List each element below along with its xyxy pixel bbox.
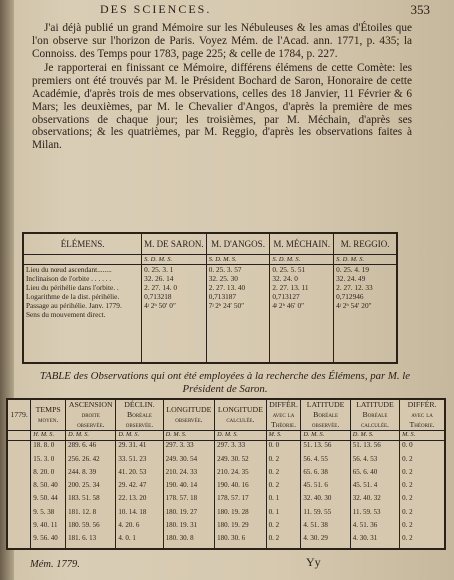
- paragraph: Je rapporterai en finissant ce Mémoire, différens élémens de cette Comète: les premiers ont été trouvés par M. le Président Bochard de Saron, Honoraire de cette Académie, d'après trois de mes observations, celles des 18 Janvier, 11 Février & 6 Mars; les deuxièmes, par M. le Chevalier d'Angos, d'après la première de mes observations de chaque jour; les troisièmes, par M. Méchain, d'après ses observations; & les quatrièmes, par M. Reggio, d'après les observations faites à Milan.: [32, 62, 412, 152]
- table-cell: 4. 51. 38: [301, 521, 350, 534]
- table-cell: 7ʲ 2ʰ 24′ 50″: [206, 301, 270, 310]
- table-cell: 4. 51. 36: [350, 521, 399, 534]
- row-label: Passage au périhélie. Janv. 1779.: [23, 301, 142, 310]
- table-cell: 180. 30. 6: [215, 534, 266, 549]
- elements-table: [22, 232, 398, 364]
- table-cell: [7, 441, 31, 455]
- column-header: TEMPS moyen.: [31, 399, 66, 431]
- table-row: [7, 481, 445, 494]
- paragraph: J'ai déjà publié un grand Mémoire sur les Nébuleuses & les amas d'Étoiles que l'on observe sur l'horizon de Paris. Voyez Mém. de l'Acad. ann. 1771, p. 435; la Connoiss. des Temps pour 1783, page 225; & celle de 1784, p. 227.: [32, 22, 412, 60]
- row-label: Inclinaison de l'orbite . . . . . .: [23, 274, 142, 283]
- table-caption: TABLE des Observations qui ont été employées à la recherche des Élémens, par M. le Président de Saron.: [39, 370, 411, 395]
- column-header: LATITUDE Boréale calculée.: [350, 399, 399, 431]
- table-cell: 181. 12. 8: [66, 508, 116, 521]
- table-cell: [7, 494, 31, 507]
- table-cell: 289. 6. 46: [66, 441, 116, 455]
- table-cell: 0. 25. 5. 51: [270, 265, 334, 275]
- table-cell: 178. 57. 17: [215, 494, 266, 507]
- memoir-year: Mém. 1779.: [30, 559, 80, 570]
- table-cell: 0. 2: [266, 534, 301, 549]
- table-cell: 32. 24. 49: [334, 274, 397, 283]
- table-cell: 2. 27. 13. 11: [270, 283, 334, 292]
- table-row: [7, 441, 445, 455]
- table-cell: 0. 1: [266, 494, 301, 507]
- unit-cell: H. M. S.: [31, 431, 66, 441]
- column-header: M. REGGIO.: [334, 233, 397, 255]
- table-cell: 190. 40. 16: [215, 481, 266, 494]
- table-cell: 0. 2: [400, 534, 445, 549]
- table-cell: [7, 534, 31, 549]
- table-cell: 0,712946: [334, 292, 397, 301]
- column-header: 1779.: [7, 399, 31, 431]
- unit-cell: S. D. M. S.: [270, 255, 334, 265]
- table-cell: [334, 310, 397, 319]
- column-header: M. MÉCHAIN.: [270, 233, 334, 255]
- column-header: DIFFÉR. avec la Théorie.: [400, 399, 445, 431]
- table-cell: 0. 2: [400, 494, 445, 507]
- table-cell: 0. 2: [266, 455, 301, 468]
- table-cell: 190. 40. 14: [163, 481, 214, 494]
- table-cell: 0. 25. 3. 57: [206, 265, 270, 275]
- unit-cell: D. M. S.: [163, 431, 214, 441]
- table-row: [23, 292, 397, 301]
- table-cell: 11. 59. 53: [350, 508, 399, 521]
- table-cell: 249. 30. 52: [215, 455, 266, 468]
- table-cell: 33. 51. 23: [116, 455, 163, 468]
- table-cell: 178. 57. 18: [163, 494, 214, 507]
- table-cell: 4. 30. 31: [350, 534, 399, 549]
- table-cell: 0. 2: [400, 455, 445, 468]
- column-header: LONGITUDE observée.: [163, 399, 214, 431]
- table-cell: 2. 27. 13. 40: [206, 283, 270, 292]
- table-cell: 0. 2: [400, 468, 445, 481]
- table-cell: 0,713187: [206, 292, 270, 301]
- table-cell: 0,713127: [270, 292, 334, 301]
- table-cell: 65. 6. 38: [301, 468, 350, 481]
- table-row: [23, 274, 397, 283]
- column-header: M. D'ANGOS.: [206, 233, 270, 255]
- unit-cell: S. D. M. S.: [334, 255, 397, 265]
- table-row: [7, 494, 445, 507]
- table-cell: 11. 59. 55: [301, 508, 350, 521]
- column-header: M. DE SARON.: [142, 233, 207, 255]
- table-cell: 0. 0: [400, 441, 445, 455]
- table-cell: 0. 2: [266, 521, 301, 534]
- table-cell: 0. 2: [266, 481, 301, 494]
- table-cell: 0. 2: [400, 481, 445, 494]
- column-header: LONGITUDE calculée.: [215, 399, 266, 431]
- table-cell: 180. 19. 27: [163, 508, 214, 521]
- table-cell: 180. 59. 56: [66, 521, 116, 534]
- table-cell: 45. 51. 4: [350, 481, 399, 494]
- table-row: [7, 534, 445, 549]
- table-cell: 2. 27. 14. 0: [142, 283, 207, 292]
- column-header: LATITUDE Boréale observée.: [301, 399, 350, 431]
- table-cell: 15. 3. 0: [31, 455, 66, 468]
- row-label: Lieu du nœud ascendant........: [23, 265, 142, 275]
- table-cell: 0. 25. 3. 1: [142, 265, 207, 275]
- table-cell: 9. 56. 40: [31, 534, 66, 549]
- table-cell: 8. 20. 0: [31, 468, 66, 481]
- table-cell: 0. 1: [266, 508, 301, 521]
- table-row: [23, 301, 397, 310]
- table-cell: 9. 5. 38: [31, 508, 66, 521]
- column-header: ÉLÉMENS.: [23, 233, 142, 255]
- table-cell: 297. 3. 33: [215, 441, 266, 455]
- table-cell: 180. 19. 28: [215, 508, 266, 521]
- table-cell: 9. 50. 44: [31, 494, 66, 507]
- row-label: Sens du mouvement direct.: [23, 310, 142, 319]
- table-cell: [7, 455, 31, 468]
- table-cell: 0. 2: [400, 521, 445, 534]
- table-cell: 4ʲ 2ʰ 46′ 0″: [270, 301, 334, 310]
- column-header: ASCENSION droite observée.: [66, 399, 116, 431]
- table-cell: [7, 481, 31, 494]
- table-cell: 8. 50. 40: [31, 481, 66, 494]
- observations-table: [6, 398, 446, 550]
- table-cell: 180. 30. 8: [163, 534, 214, 549]
- unit-cell: D. M. S.: [301, 431, 350, 441]
- column-header: DIFFÉR. avec la Théorie.: [266, 399, 301, 431]
- table-row: [7, 521, 445, 534]
- table-cell: 180. 19. 31: [163, 521, 214, 534]
- table-cell: 41. 20. 53: [116, 468, 163, 481]
- unit-cell: [23, 255, 142, 265]
- table-cell: 51. 13. 56: [350, 441, 399, 455]
- table-cell: [7, 521, 31, 534]
- unit-cell: D. M. S.: [116, 431, 163, 441]
- table-cell: 18. 8. 0: [31, 441, 66, 455]
- table-cell: [7, 508, 31, 521]
- table-cell: 32. 40. 32: [350, 494, 399, 507]
- table-cell: 4. 30. 29: [301, 534, 350, 549]
- unit-cell: [7, 431, 31, 441]
- unit-cell: S. D. M. S.: [206, 255, 270, 265]
- unit-cell: M. S.: [266, 431, 301, 441]
- table-cell: 0. 25. 4. 19: [334, 265, 397, 275]
- unit-cell: M. S.: [400, 431, 445, 441]
- signature-mark: Yy: [306, 555, 321, 569]
- table-cell: 0,713218: [142, 292, 207, 301]
- table-cell: 0. 2: [400, 508, 445, 521]
- table-cell: 56. 4. 55: [301, 455, 350, 468]
- table-cell: 32. 25. 30: [206, 274, 270, 283]
- table-row: [7, 508, 445, 521]
- table-cell: 4ʲ 2ʰ 54′ 20″: [334, 301, 397, 310]
- table-cell: 297. 3. 33: [163, 441, 214, 455]
- table-cell: 29. 42. 47: [116, 481, 163, 494]
- table-cell: [7, 468, 31, 481]
- table-cell: 210. 24. 33: [163, 468, 214, 481]
- running-header: [100, 2, 430, 16]
- table-cell: 29. 31. 41: [116, 441, 163, 455]
- unit-cell: D. M. S.: [350, 431, 399, 441]
- table-cell: 0. 2: [266, 468, 301, 481]
- table-cell: 180. 19. 29: [215, 521, 266, 534]
- column-header: DÉCLIN. Boréale observée.: [116, 399, 163, 431]
- table-cell: 51. 13. 56: [301, 441, 350, 455]
- table-cell: 249. 30. 54: [163, 455, 214, 468]
- table-row: [23, 283, 397, 292]
- table-cell: [270, 310, 334, 319]
- table-cell: 4. 20. 6: [116, 521, 163, 534]
- table-cell: 10. 14. 18: [116, 508, 163, 521]
- table-row: [7, 455, 445, 468]
- table-cell: 9. 40. 11: [31, 521, 66, 534]
- table-cell: 181. 6. 13: [66, 534, 116, 549]
- table-row: [7, 468, 445, 481]
- table-cell: 65. 6. 40: [350, 468, 399, 481]
- table-cell: 4. 0. 1: [116, 534, 163, 549]
- table-cell: 210. 24. 35: [215, 468, 266, 481]
- table-cell: 22. 13. 20: [116, 494, 163, 507]
- table-cell: 244. 8. 39: [66, 468, 116, 481]
- table-cell: 4ʲ 2ʰ 50′ 0″: [142, 301, 207, 310]
- table-row: [23, 265, 397, 275]
- row-label: Logarithme de la dist. périhélie.: [23, 292, 142, 301]
- table-cell: 56. 4. 53: [350, 455, 399, 468]
- table-cell: 0. 0: [266, 441, 301, 455]
- table-cell: 32. 24. 0: [270, 274, 334, 283]
- table-cell: 2. 27. 12. 33: [334, 283, 397, 292]
- row-label: Lieu du périhélie dans l'orbite. .: [23, 283, 142, 292]
- unit-cell: S. D. M. S.: [142, 255, 207, 265]
- table-row: [23, 310, 397, 319]
- table-cell: 32. 40. 30: [301, 494, 350, 507]
- table-cell: 183. 51. 58: [66, 494, 116, 507]
- table-cell: [142, 310, 207, 319]
- page-number: 353: [410, 2, 430, 17]
- unit-cell: D. M. S.: [215, 431, 266, 441]
- unit-cell: D. M. S.: [66, 431, 116, 441]
- table-cell: 32. 26. 14: [142, 274, 207, 283]
- body-text: [32, 22, 412, 152]
- table-cell: 45. 51. 6: [301, 481, 350, 494]
- table-cell: 200. 25. 34: [66, 481, 116, 494]
- table-cell: [206, 310, 270, 319]
- running-title: DES SCIENCES.: [100, 2, 212, 16]
- table-cell: 256. 26. 42: [66, 455, 116, 468]
